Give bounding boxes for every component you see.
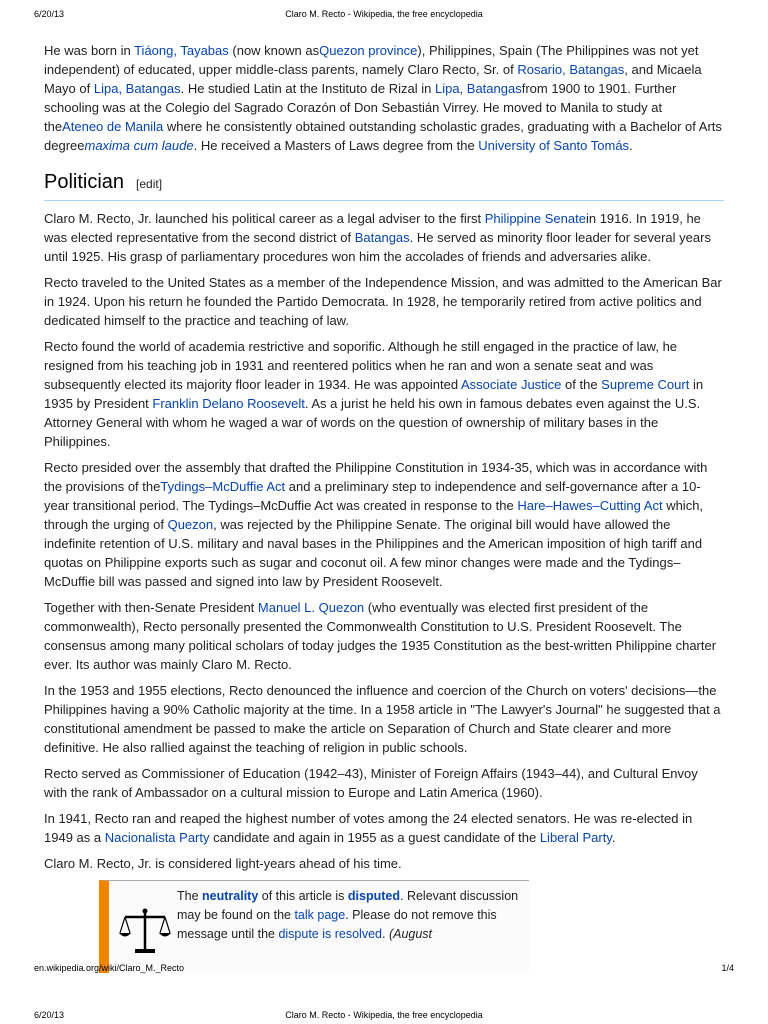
dispute-message bbox=[177, 887, 521, 944]
politician-paragraph-6: In the 1953 and 1955 elections, Recto denounced the influence and coercion of the Church on voters' decisions—the Philippines having a 90% Catholic majority at the time. In a 1958 article in "The Lawyer's Journal" he suggested that a constitutional amendment be passed to make the article on Separation of Church and State clearer and more definitive. He also rallied against the teaching of religion in public schools. bbox=[44, 683, 721, 755]
print-url: en.wikipedia.org/wiki/Claro_M._Recto bbox=[34, 963, 185, 973]
print-header-next-page bbox=[34, 1010, 734, 1024]
link-dispute-is-resolved[interactable]: dispute is resolved bbox=[278, 927, 382, 941]
link-tydings-mcduffie-act[interactable]: Tydings–McDuffie Act bbox=[160, 479, 286, 494]
politician-paragraph-5 bbox=[44, 598, 724, 674]
text-run: of this article is bbox=[258, 889, 348, 903]
link-disputed[interactable]: disputed bbox=[347, 889, 400, 903]
text-run: from 1900 to 1901. Further schooling was at the Colegio del Sagrado Corazón of Don Sebastián Virrey. He moved to Manila to study at the bbox=[44, 81, 677, 134]
text-run: The bbox=[177, 889, 203, 903]
politician-paragraph-2: Recto traveled to the United States as a member of the Independence Mission, and was admitted to the American Bar in 1924. Upon his return he founded the Partido Democrata. In 1928, he temporarily retired from active politics and dedicated himself to the practice and teaching of law. bbox=[44, 275, 722, 328]
neutrality-dispute-box bbox=[99, 880, 529, 973]
article-content bbox=[44, 41, 724, 973]
politician-paragraph-9: Claro M. Recto, Jr. is considered light-years ahead of his time. bbox=[44, 856, 402, 871]
link-quezon[interactable]: Quezon bbox=[167, 517, 214, 532]
text-run: (who eventually was elected first president of the commonwealth), Recto personally presented the Commonwealth Constitution to U.S. President Roosevelt. The consensus among many political scholars of today judges the 1935 Constitution as the best-written Philippine charter ever. Its author was mainly Claro M. Recto. bbox=[44, 600, 717, 672]
link-manuel-l-quezon[interactable]: Manuel L. Quezon bbox=[257, 600, 365, 615]
text-run: candidate and again in 1955 as a guest candidate of the bbox=[209, 830, 540, 845]
link-franklin-delano-roosevelt[interactable]: Franklin Delano Roosevelt bbox=[152, 396, 305, 411]
link-liberal-party[interactable]: Liberal Party bbox=[539, 830, 612, 845]
text-run: . He received a Masters of Laws degree from the bbox=[193, 138, 479, 153]
print-date: 6/20/13 bbox=[34, 9, 65, 19]
print-page-number: 1/4 bbox=[721, 963, 734, 973]
text-run: Together with then-Senate President bbox=[44, 600, 258, 615]
text-run: Recto presided over the assembly that drafted the Philippine Constitution in 1934-35, which was in accordance with the provisions of the bbox=[44, 460, 708, 494]
print-page-title: Claro M. Recto - Wikipedia, the free encyclopedia bbox=[285, 9, 483, 19]
print-page-title: Claro M. Recto - Wikipedia, the free encyclopedia bbox=[285, 1010, 483, 1020]
text-run: . He studied Latin at the Instituto de Rizal in bbox=[180, 81, 435, 96]
link-associate-justice[interactable]: Associate Justice bbox=[460, 377, 562, 392]
text-run: (now known as bbox=[228, 43, 320, 58]
edit-section-link[interactable]: [edit] bbox=[136, 177, 163, 191]
print-footer bbox=[34, 963, 734, 977]
link-quezon-province[interactable]: Quezon province bbox=[319, 43, 418, 58]
balance-scale-icon bbox=[117, 905, 173, 957]
link-hare-hawes-cutting-act[interactable]: Hare–Hawes–Cutting Act bbox=[517, 498, 663, 513]
section-title: Politician bbox=[44, 171, 125, 193]
text-run: Claro M. Recto, Jr. launched his political career as a legal adviser to the first bbox=[44, 211, 485, 226]
text-run: . He served as minority floor leader for several years until 1925. His grasp of parliamentary procedures won him the accolades of friends and adversaries alike. bbox=[44, 230, 711, 264]
text-run: , and Micaela Mayo of bbox=[44, 62, 702, 96]
text-run: of the bbox=[561, 377, 602, 392]
link-talk-page[interactable]: talk page bbox=[294, 908, 346, 922]
link-lipa-batangas[interactable]: Lipa, Batangas bbox=[93, 81, 181, 96]
text-run: and a preliminary step to independence and self-governance after a 10-year transitional period. The Tydings–McDuffie Act was created in response to the bbox=[44, 479, 701, 513]
link-ateneo-de-manila[interactable]: Ateneo de Manila bbox=[62, 119, 164, 134]
section-heading-politician bbox=[44, 169, 724, 201]
text-run: . Relevant discussion may be found on the bbox=[177, 889, 519, 922]
text-run: where he consistently obtained outstanding scholastic grades, graduating with a Bachelor of Arts degree bbox=[44, 119, 722, 153]
text-run: . bbox=[381, 927, 389, 941]
text-run: . bbox=[611, 830, 616, 845]
link-neutrality[interactable]: neutrality bbox=[202, 889, 259, 903]
text-run: He was born in bbox=[44, 43, 135, 58]
text-run: ), Philippines, Spain (The Philippines was not yet independent) of educated, upper middle-class parents, namely Claro Recto, Sr. of bbox=[44, 43, 699, 77]
print-date: 6/20/13 bbox=[34, 1010, 65, 1020]
text-run: . bbox=[629, 138, 633, 153]
text-run: which, through the urging of bbox=[44, 498, 704, 532]
politician-paragraph-4 bbox=[44, 458, 724, 591]
link-supreme-court[interactable]: Supreme Court bbox=[601, 377, 690, 392]
italic-date-text: (August bbox=[388, 927, 433, 941]
link-philippine-senate[interactable]: Philippine Senate bbox=[484, 211, 586, 226]
link-tiaong-tayabas[interactable]: Tiáong, Tayabas bbox=[134, 43, 229, 58]
italic-text: maxima cum laude bbox=[84, 138, 194, 153]
print-header bbox=[34, 9, 734, 23]
text-run: . As a jurist he held his own in famous debates even against the U.S. Attorney General with whom he waged a war of words on the question of ownership of military bases in the Philippines. bbox=[44, 396, 701, 449]
text-run: . Please do not remove this message until the bbox=[177, 908, 497, 941]
text-run: , was rejected by the Philippine Senate. The original bill would have allowed the indefinite retention of U.S. military and naval bases in the Philippines and the American imposition of high tariff and quotas on Philippine exports such as sugar and coconut oil. A few minor changes were made and the Tydings–McDuffie bill was passed and signed into law by President Roosevelt. bbox=[44, 517, 703, 589]
politician-paragraph-7: Recto served as Commissioner of Education (1942–43), Minister of Foreign Affairs (1943–44), and Cultural Envoy with the rank of Ambassador on a cultural mission to Europe and Latin America (1960). bbox=[44, 766, 698, 800]
link-nacionalista-party[interactable]: Nacionalista Party bbox=[104, 830, 210, 845]
politician-paragraph-8 bbox=[44, 809, 724, 847]
text-run: In 1941, Recto ran and reaped the highest number of votes among the 24 elected senators. He was re-elected in 1949 as a bbox=[44, 811, 693, 845]
early-life-paragraph bbox=[44, 41, 724, 155]
text-run: in 1935 by President bbox=[44, 377, 704, 411]
link-rosario-batangas[interactable]: Rosario, Batangas bbox=[517, 62, 625, 77]
text-run: in 1916. In 1919, he was elected representative from the second district of bbox=[44, 211, 701, 245]
politician-paragraph-1 bbox=[44, 209, 724, 266]
link-university-of-santo-tomas[interactable]: University of Santo Tomás bbox=[478, 138, 630, 153]
link-lipa-batangas-2[interactable]: Lipa, Batangas bbox=[434, 81, 522, 96]
link-maxima-cum-laude[interactable] bbox=[84, 138, 193, 153]
link-batangas[interactable]: Batangas bbox=[354, 230, 410, 245]
text-run: Recto found the world of academia restrictive and soporific. Although he still engaged in the practice of law, he resigned from his teaching job in 1931 and reentered politics when he ran and won a senate seat and was subsequently elected its majority floor leader in 1934. He was appointed bbox=[44, 339, 678, 392]
politician-paragraph-3 bbox=[44, 337, 724, 451]
